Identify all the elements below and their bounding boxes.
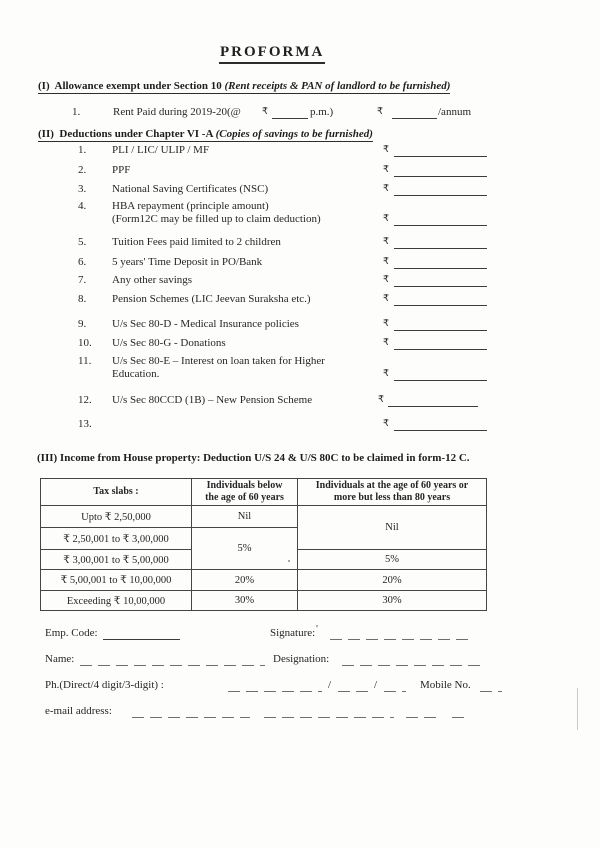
phone-slash: /	[374, 679, 378, 691]
deduction-item-1	[0, 144, 600, 159]
rupee-sign: ₹	[383, 418, 390, 429]
deduction-item-11-line2	[0, 368, 600, 383]
amount-blank-line	[394, 248, 487, 249]
item-number: 4.	[78, 200, 87, 212]
deduction-item-9	[0, 318, 600, 333]
amount-blank-line	[394, 195, 487, 196]
item-label-line2: (Form12C may be filled up to claim deduction)	[112, 213, 321, 225]
email-blank-line	[406, 717, 442, 718]
phone-blank-line	[338, 691, 368, 692]
slab-cell: Exceeding ₹ 10,00,000	[41, 591, 192, 611]
mobile-label: Mobile No.	[420, 679, 471, 691]
item-label: 5 years' Time Deposit in PO/Bank	[112, 256, 263, 268]
deduction-item-10	[0, 337, 600, 352]
name-designation-row	[0, 653, 600, 668]
item-label: Tuition Fees paid limited to 2 children	[112, 236, 281, 248]
section-1-heading-text: (I) Allowance exempt under Section 10	[38, 80, 222, 92]
name-blank-line	[80, 665, 265, 666]
amount-blank-line	[394, 380, 487, 381]
item-number: 9.	[78, 318, 87, 330]
rupee-sign: ₹	[383, 293, 390, 304]
rate-cell: 20%	[298, 570, 487, 591]
signature-blank-line	[330, 639, 470, 640]
item-label: U/s Sec 80-D - Medical Insurance policies	[112, 318, 299, 330]
item-number: 5.	[78, 236, 87, 248]
table-row	[41, 506, 487, 528]
section-1-heading	[38, 80, 450, 94]
phone-slash: /	[328, 679, 332, 691]
phone-blank-line	[228, 691, 322, 692]
rent-pm-label: p.m.)	[310, 106, 334, 118]
section-2-heading-text: (II) Deductions under Chapter VI -A	[38, 128, 213, 140]
table-row	[41, 570, 487, 591]
amount-blank-line	[394, 268, 487, 269]
email-blank-line	[264, 717, 394, 718]
rupee-sign: ₹	[383, 256, 390, 267]
stray-scan-mark: '	[316, 623, 318, 635]
amount-blank-line	[394, 286, 487, 287]
scan-artifact-dot	[288, 560, 290, 562]
rupee-sign: ₹	[383, 164, 390, 175]
phone-row	[0, 679, 600, 694]
rate-cell: 30%	[192, 591, 298, 611]
email-row	[0, 705, 600, 720]
slab-cell: ₹ 3,00,001 to ₹ 5,00,000	[41, 550, 192, 570]
section-2-heading	[38, 128, 373, 142]
rate-cell: 20%	[192, 570, 298, 591]
name-label: Name:	[45, 653, 75, 665]
item-number: 11.	[78, 355, 92, 367]
email-blank-line	[132, 717, 250, 718]
slab-cell: ₹ 5,00,001 to ₹ 10,00,000	[41, 570, 192, 591]
rate-cell: 30%	[298, 591, 487, 611]
rent-annum-label: /annum	[438, 106, 471, 118]
phone-blank-line	[384, 691, 406, 692]
rate-cell: Nil	[192, 506, 298, 528]
rate-cell-merged: Nil	[298, 506, 487, 550]
mobile-blank-line	[480, 691, 502, 692]
rupee-sign: ₹	[383, 274, 390, 285]
item-number: 7.	[78, 274, 87, 286]
slab-cell: Upto ₹ 2,50,000	[41, 506, 192, 528]
table-header-row	[41, 479, 487, 506]
amount-blank-line	[388, 406, 478, 407]
deduction-item-5	[0, 236, 600, 251]
rupee-sign: ₹	[383, 318, 390, 329]
rent-annum-blank-line	[392, 118, 437, 119]
deduction-item-7	[0, 274, 600, 289]
signature-label: Signature:	[270, 627, 316, 639]
item-label: HBA repayment (principle amount)	[112, 200, 269, 212]
rupee-sign: ₹	[378, 394, 385, 405]
rupee-sign: ₹	[383, 183, 390, 194]
deduction-item-13	[0, 418, 600, 433]
rupee-sign: ₹	[383, 236, 390, 247]
col-header-below-60: Individuals below the age of 60 years	[192, 479, 298, 506]
rupee-sign: ₹	[383, 337, 390, 348]
table-row	[41, 591, 487, 611]
item-label: U/s Sec 80-E – Interest on loan taken for Higher	[112, 355, 325, 367]
page-title: PROFORMA	[219, 44, 325, 64]
amount-blank-line	[394, 305, 487, 306]
email-label: e-mail address:	[45, 705, 112, 717]
amount-blank-line	[394, 430, 487, 431]
rent-pm-blank-line	[272, 118, 308, 119]
rupee-sign: ₹	[383, 368, 390, 379]
deduction-item-8	[0, 293, 600, 308]
phone-label: Ph.(Direct/4 digit/3-digit) :	[45, 679, 164, 691]
deduction-item-6	[0, 256, 600, 271]
item-label: PPF	[112, 164, 131, 176]
item-number: 3.	[78, 183, 87, 195]
item-label: PLI / LIC/ ULIP / MF	[112, 144, 210, 156]
amount-blank-line	[394, 225, 487, 226]
rate-cell-merged: 5%	[192, 528, 298, 570]
emp-code-label: Emp. Code:	[45, 627, 98, 639]
item-number: 12.	[78, 394, 92, 406]
rent-paid-row	[0, 106, 600, 121]
item-label: Pension Schemes (LIC Jeevan Suraksha etc.)	[112, 293, 311, 305]
deduction-item-4-line2	[0, 213, 600, 228]
rupee-sign: ₹	[383, 213, 390, 224]
deduction-item-3	[0, 183, 600, 198]
col-header-60-to-80: Individuals at the age of 60 years or more but less than 80 years	[298, 479, 487, 506]
item-number: 10.	[78, 337, 92, 349]
section-2-heading-note: (Copies of savings to be furnished)	[215, 128, 373, 140]
item-number: 6.	[78, 256, 87, 268]
item-label-line2: Education.	[112, 368, 160, 380]
slab-cell: ₹ 2,50,001 to ₹ 3,00,000	[41, 528, 192, 550]
item-label: U/s Sec 80-G - Donations	[112, 337, 226, 349]
emp-code-blank-line	[103, 639, 180, 640]
scan-artifact-line	[577, 688, 578, 730]
amount-blank-line	[394, 176, 487, 177]
deduction-item-12	[0, 394, 600, 409]
item-label: U/s Sec 80CCD (1B) – New Pension Scheme	[112, 394, 313, 406]
item-label: Any other savings	[112, 274, 193, 286]
deduction-item-2	[0, 164, 600, 179]
rent-paid-label: Rent Paid during 2019-20(@	[113, 106, 241, 118]
amount-blank-line	[394, 349, 487, 350]
section-3-heading: (III) Income from House property: Deduction U/S 24 & U/S 80C to be claimed in form-12 C.	[37, 452, 470, 464]
item-number: 13.	[78, 418, 92, 430]
section-1-heading-note: (Rent receipts & PAN of landlord to be furnished)	[224, 80, 451, 92]
item-label: National Saving Certificates (NSC)	[112, 183, 269, 195]
amount-blank-line	[394, 156, 487, 157]
amount-blank-line	[394, 330, 487, 331]
rupee-sign: ₹	[377, 106, 384, 117]
emp-code-signature-row	[0, 627, 600, 642]
rate-cell: 5%	[298, 550, 487, 570]
col-header-tax-slabs: Tax slabs :	[41, 479, 192, 506]
tax-slab-table	[40, 478, 487, 611]
item-number: 2.	[78, 164, 87, 176]
rupee-sign: ₹	[262, 106, 269, 117]
designation-blank-line	[342, 665, 480, 666]
item-number: 1.	[78, 144, 87, 156]
email-blank-line	[452, 717, 470, 718]
item-number: 8.	[78, 293, 87, 305]
rupee-sign: ₹	[383, 144, 390, 155]
item-number: 1.	[72, 106, 81, 118]
designation-label: Designation:	[273, 653, 330, 665]
